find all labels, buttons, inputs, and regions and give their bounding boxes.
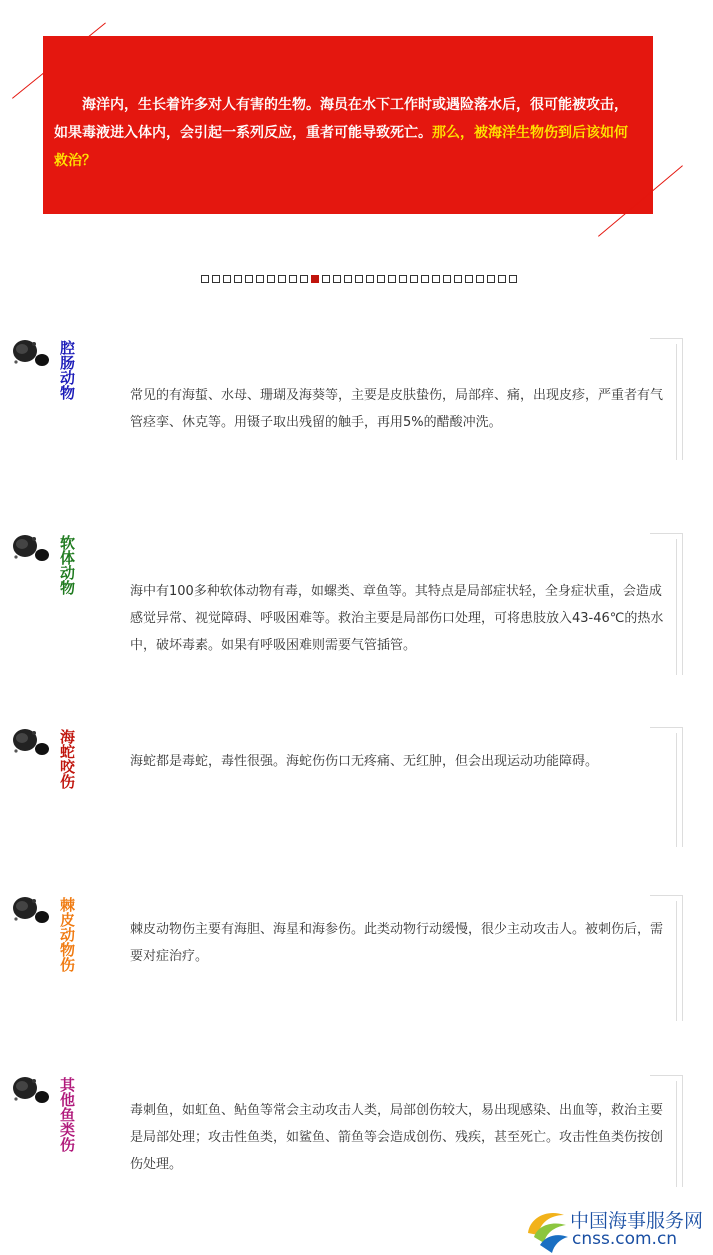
pager-dot[interactable]: [355, 275, 363, 283]
pager-dot[interactable]: [245, 275, 253, 283]
pager-dot[interactable]: [421, 275, 429, 283]
section-frame-line: [676, 901, 677, 1021]
section-body-text: 棘皮动物伤主要有海胆、海星和海参伤。此类动物行动缓慢，很少主动攻击人。被刺伤后，需要对症治疗。: [130, 922, 664, 964]
ink-blot-icon: [12, 727, 52, 761]
section-title: 棘皮动物伤: [58, 897, 76, 972]
pager-dot[interactable]: [234, 275, 242, 283]
pager-dot[interactable]: [487, 275, 495, 283]
ink-blot-icon: [12, 1075, 52, 1109]
section-frame-line: [650, 1075, 683, 1076]
pager-dot[interactable]: [256, 275, 264, 283]
section-frame-line: [682, 1075, 683, 1187]
section-frame-line: [676, 1081, 677, 1187]
section-title: 海蛇咬伤: [58, 729, 76, 789]
pager-dot[interactable]: [289, 275, 297, 283]
pager-dot[interactable]: [454, 275, 462, 283]
header-intro: 海洋内，生长着许多对人有害的生物。海员在水下工作时或遇险落水后，很可能被攻击，如果毒液进入体内，会引起一系列反应，重者可能导致死亡。: [54, 97, 628, 141]
pager-dot[interactable]: [476, 275, 484, 283]
section-title: 其他鱼类伤: [58, 1077, 76, 1152]
pager-dot[interactable]: [267, 275, 275, 283]
pager-dot[interactable]: [465, 275, 473, 283]
section-body-text: 毒刺鱼，如虹鱼、鲇鱼等常会主动攻击人类，局部创伤较大，易出现感染、出血等，救治主要是局部处理；攻击性鱼类，如鲨鱼、箭鱼等会造成创伤、残疾，甚至死亡。攻击性鱼类伤按创伤处理。: [130, 1103, 664, 1172]
pager-dot[interactable]: [498, 275, 506, 283]
logo-cn-text[interactable]: 中国海事服务网: [570, 1210, 704, 1232]
section-frame-line: [650, 727, 683, 728]
section-frame-line: [682, 338, 683, 460]
section-frame-line: [650, 895, 683, 896]
section-frame-line: [682, 727, 683, 847]
logo-en-text[interactable]: cnss.com.cn: [572, 1229, 678, 1249]
pager-dot[interactable]: [509, 275, 517, 283]
pager-dot[interactable]: [410, 275, 418, 283]
pager-dot[interactable]: [388, 275, 396, 283]
pager-dot[interactable]: [344, 275, 352, 283]
section-body-text: 海中有100多种软体动物有毒，如螺类、章鱼等。其特点是局部症状轻，全身症状重，会造成感觉异常、视觉障碍、呼吸困难等。救治主要是局部伤口处理，可将患肢放入43-46℃的热水中，破坏毒素。如果有呼吸困难则需要气管插管。: [130, 584, 664, 653]
section-body-text: 常见的有海蜇、水母、珊瑚及海葵等，主要是皮肤蛰伤，局部痒、痛，出现皮疹，严重者有气管痉挛、休克等。用镊子取出残留的触手，再用5%的醋酸冲洗。: [130, 388, 664, 430]
section-frame-line: [650, 533, 683, 534]
pager-dot[interactable]: [432, 275, 440, 283]
ink-blot-icon: [12, 895, 52, 929]
pager-dot[interactable]: [366, 275, 374, 283]
pager-dot[interactable]: [300, 275, 308, 283]
header-highlight: 那么，被海洋生物伤到后该如何救治？: [54, 125, 628, 169]
pager-dot[interactable]: [399, 275, 407, 283]
pager-dot[interactable]: [333, 275, 341, 283]
ink-blot-icon: [12, 533, 52, 567]
section-frame-line: [650, 338, 683, 339]
section-title: 腔肠动物: [58, 340, 76, 400]
pager-dot[interactable]: [322, 275, 330, 283]
section-title: 软体动物: [58, 535, 76, 595]
section-frame-line: [676, 733, 677, 847]
pager-dot[interactable]: [311, 275, 319, 283]
ink-blot-icon: [12, 338, 52, 372]
pager-dot[interactable]: [201, 275, 209, 283]
pager-dot[interactable]: [443, 275, 451, 283]
pager-dots[interactable]: [201, 275, 517, 283]
pager-dot[interactable]: [278, 275, 286, 283]
section-frame-line: [682, 533, 683, 675]
section-frame-line: [676, 539, 677, 675]
section-body-text: 海蛇都是毒蛇，毒性很强。海蛇伤伤口无疼痛、无红肿，但会出现运动功能障碍。: [130, 754, 599, 769]
section-frame-line: [682, 895, 683, 1021]
pager-dot[interactable]: [212, 275, 220, 283]
pager-dot[interactable]: [223, 275, 231, 283]
pager-dot[interactable]: [377, 275, 385, 283]
section-frame-line: [676, 344, 677, 460]
header-text: [54, 91, 640, 175]
